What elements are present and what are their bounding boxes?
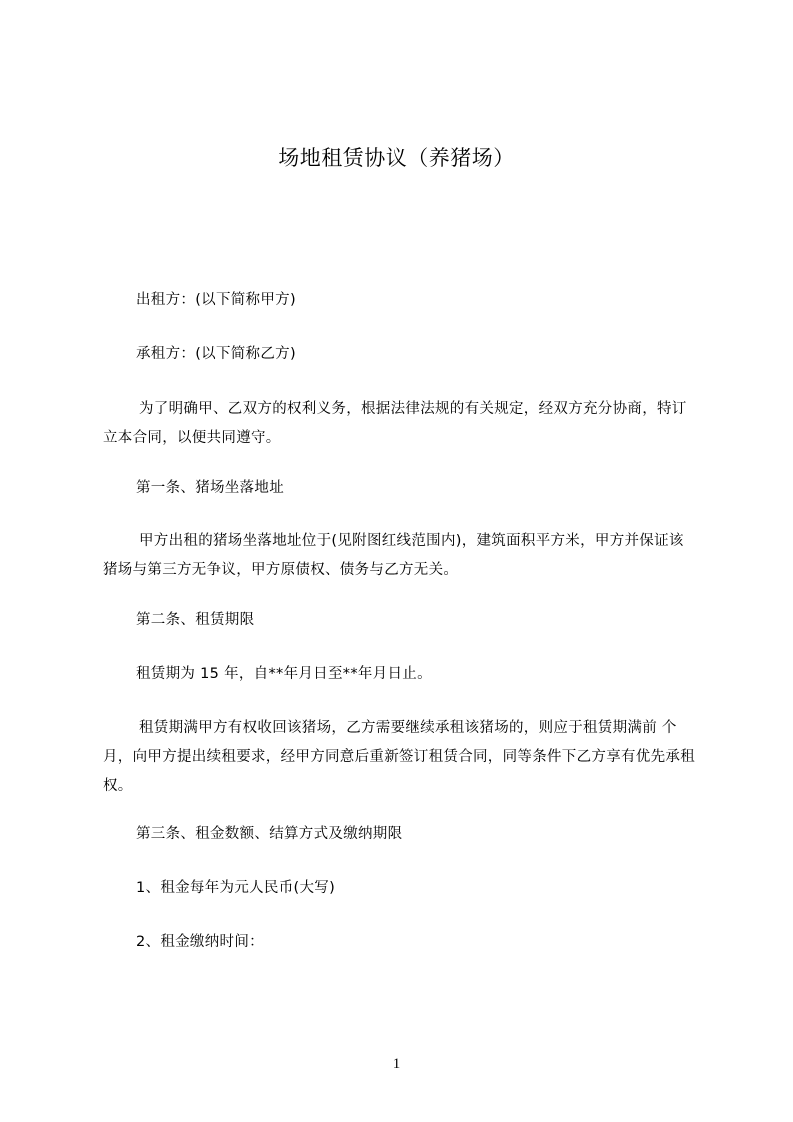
- lessee-line: 承租方：(以下简称乙方): [136, 346, 296, 362]
- article3-item-1: 1、租金每年为元人民币(大写): [136, 880, 336, 896]
- article2-renewal: 租赁期满甲方有权收回该猪场，乙方需要继续承租该猪场的，则应于租赁期满前 个月，向甲方提出续租要求，经甲方同意后重新签订租赁合同，同等条件下乙方享有优先承租权。: [103, 720, 695, 794]
- article3-item-2: 2、租金缴纳时间：: [136, 934, 264, 950]
- article1-heading: 第一条、猪场坐落地址: [136, 480, 284, 496]
- article3-heading: 第三条、租金数额、结算方式及缴纳期限: [136, 826, 403, 842]
- intro-paragraph: 为了明确甲、乙双方的权利义务，根据法律法规的有关规定，经双方充分协商，特订立本合同，以便共同遵守。: [103, 401, 687, 446]
- document-title: 场地租赁协议（养猪场）: [278, 146, 515, 170]
- lessor-line: 出租方：(以下简称甲方): [136, 292, 296, 308]
- article1-body: 甲方出租的猪场坐落地址位于(见附图红线范围内)，建筑面积平方米，甲方并保证该猪场与第三方无争议，甲方原债权、债务与乙方无关。: [103, 533, 684, 578]
- page-number: 1: [392, 1056, 401, 1072]
- article2-heading: 第二条、租赁期限: [136, 612, 255, 628]
- article2-term: 租赁期为 15 年，自**年月日至**年月日止。: [136, 666, 432, 682]
